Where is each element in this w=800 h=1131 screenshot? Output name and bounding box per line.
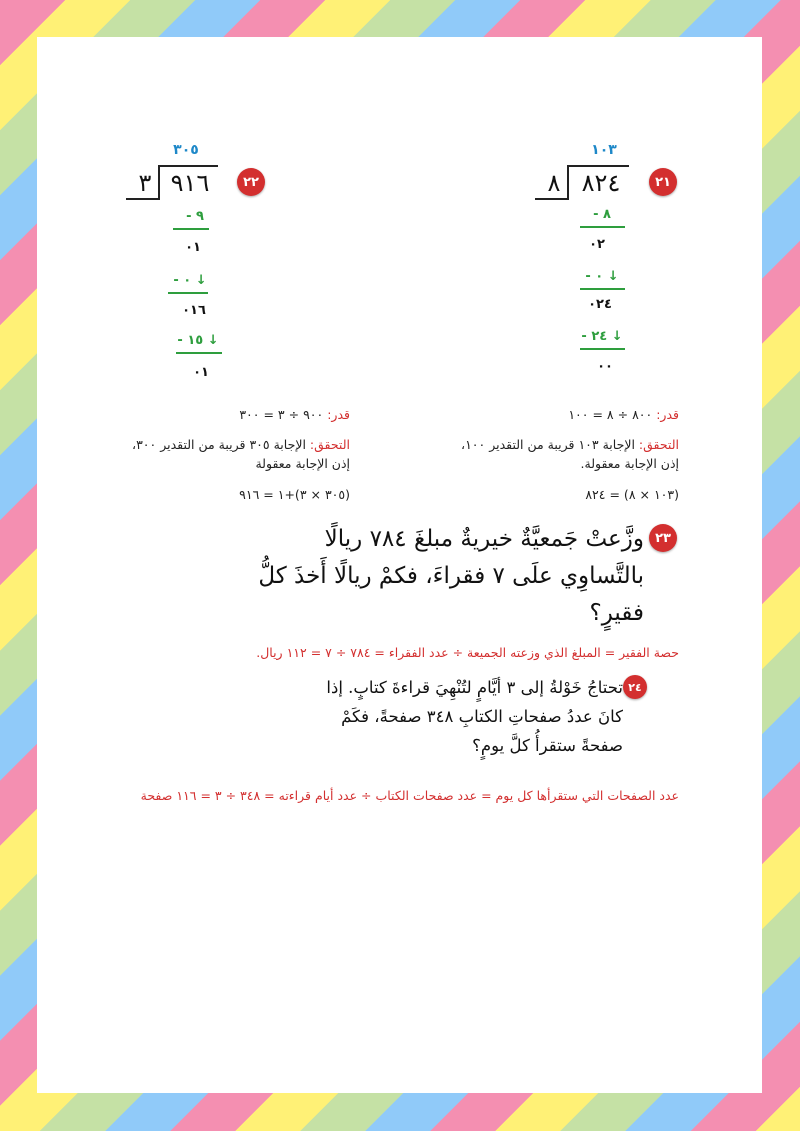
problem-21-check-line1: الإجابة ١٠٣ قريبة من التقدير ١٠٠، xyxy=(461,437,635,452)
problem-22-step-5: - ١٥ ↓ xyxy=(177,333,219,348)
problem-23-line-2: بالتَّساوِي علَى ٧ فقراءَ، فكمْ ريالًا أَخذَ كلُّ xyxy=(258,563,644,589)
problem-22-step-4: ٠١٦ xyxy=(182,303,206,318)
problem-22-check-label: التحقق: xyxy=(309,437,350,452)
problem-22-quotient: ٣٠٥ xyxy=(173,142,199,158)
problem-22-step-3: - ٠ ↓ xyxy=(173,273,207,288)
problem-21-step-3: - ٠ ↓ xyxy=(585,269,619,284)
problem-21-number: ٢١ xyxy=(655,174,671,190)
problem-22-step-6: ٠١ xyxy=(193,365,209,380)
problem-23-text xyxy=(224,521,644,632)
problem-22-step-3-line xyxy=(168,292,208,294)
problem-22-division-bar xyxy=(160,165,218,167)
problem-21-step-5-line xyxy=(580,348,625,350)
problem-22-step-5-line xyxy=(176,352,222,354)
problem-21-number-badge xyxy=(649,168,677,196)
problem-24-line-2: كانَ عددُ صفحاتِ الكتابِ ٣٤٨ صفحةً، فكَمْ xyxy=(341,707,623,726)
problem-21-estimate xyxy=(379,405,679,424)
problem-21-quotient: ١٠٣ xyxy=(591,142,617,158)
problem-23-answer: حصة الفقير = المبلغ الذي وزعته الجميعة ÷ عدد الفقراء = ٧٨٤ ÷ ٧ = ١١٢ ريال. xyxy=(256,645,679,660)
problem-21-step-1: - ٨ xyxy=(593,207,611,222)
problem-23-number: ٢٣ xyxy=(655,530,671,546)
problem-22-number: ٢٢ xyxy=(243,174,259,190)
problem-22-step-1: - ٩ xyxy=(186,209,204,224)
problem-22-check-line1: الإجابة ٣٠٥ قريبة من التقدير ٣٠٠، xyxy=(132,437,306,452)
worksheet-page xyxy=(37,37,762,1093)
problem-22-check-line2: إذن الإجابة معقولة xyxy=(255,456,350,471)
problem-21-dividend: ٨٢٤ xyxy=(581,169,621,197)
problem-21-check xyxy=(389,435,679,473)
problem-24-line-3: صفحةً ستقرأُ كلَّ يومٍ؟ xyxy=(472,736,623,755)
problem-22-estimate-label: قدر: xyxy=(327,407,350,422)
problem-22-verify: (٣٠٥ × ٣)+١ = ٩١٦ xyxy=(239,487,350,502)
problem-21-estimate-value: ٨٠٠ ÷ ٨ = ١٠٠ xyxy=(568,407,653,422)
problem-23-number-badge xyxy=(649,524,677,552)
problem-22-number-badge xyxy=(237,168,265,196)
problem-21-step-4: ٠٢٤ xyxy=(588,297,612,312)
problem-22-check xyxy=(100,435,350,473)
problem-24-line-1: تحتاجُ خَوْلةُ إلى ٣ أيَّامٍ لتُنْهِيَ قراءةَ كتابٍ. إذا xyxy=(326,678,623,697)
problem-22-division-bracket xyxy=(158,165,160,200)
problem-22-dividend: ٩١٦ xyxy=(170,169,210,197)
problem-21-estimate-label: قدر: xyxy=(656,407,679,422)
problem-23-line-3: فقيرٍ؟ xyxy=(589,600,644,626)
problem-21-check-line2: إذن الإجابة معقولة. xyxy=(580,456,679,471)
problem-24-text xyxy=(283,673,623,760)
problem-22-divisor: ٣ xyxy=(138,169,152,197)
problem-21-division-bracket xyxy=(567,165,569,200)
problem-22-estimate-value: ٩٠٠ ÷ ٣ = ٣٠٠ xyxy=(239,407,324,422)
problem-21-check-label: التحقق: xyxy=(638,437,679,452)
problem-21-step-6: ٠٠ xyxy=(597,359,613,374)
problem-21-step-2: ٠٢ xyxy=(589,237,605,252)
problem-21-verify: (١٠٣ × ٨) = ٨٢٤ xyxy=(585,487,679,502)
problem-21-step-3-line xyxy=(580,288,625,290)
problem-22-step-2: ٠١ xyxy=(185,240,201,255)
problem-21-divisor-underline xyxy=(535,198,569,200)
problem-21-division-bar xyxy=(569,165,629,167)
problem-22-divisor-underline xyxy=(126,198,160,200)
problem-24-answer: عدد الصفحات التي ستقرأها كل يوم = عدد صفحات الكتاب ÷ عدد أيام قراءته = ٣٤٨ ÷ ٣ = ١١٦ صفحة xyxy=(140,788,679,803)
problem-24-number-badge xyxy=(623,675,647,699)
problem-21-divisor: ٨ xyxy=(547,169,561,197)
problem-22-estimate xyxy=(110,405,350,424)
problem-23-line-1: وزَّعتْ جَمعيَّةٌ خيريةٌ مبلغَ ٧٨٤ ريالًا xyxy=(324,526,644,552)
problem-21-step-1-line xyxy=(580,226,625,228)
problem-21-step-5: - ٢٤ ↓ xyxy=(581,329,623,344)
problem-24-number: ٢٤ xyxy=(628,680,642,694)
problem-22-step-1-line xyxy=(173,228,209,230)
